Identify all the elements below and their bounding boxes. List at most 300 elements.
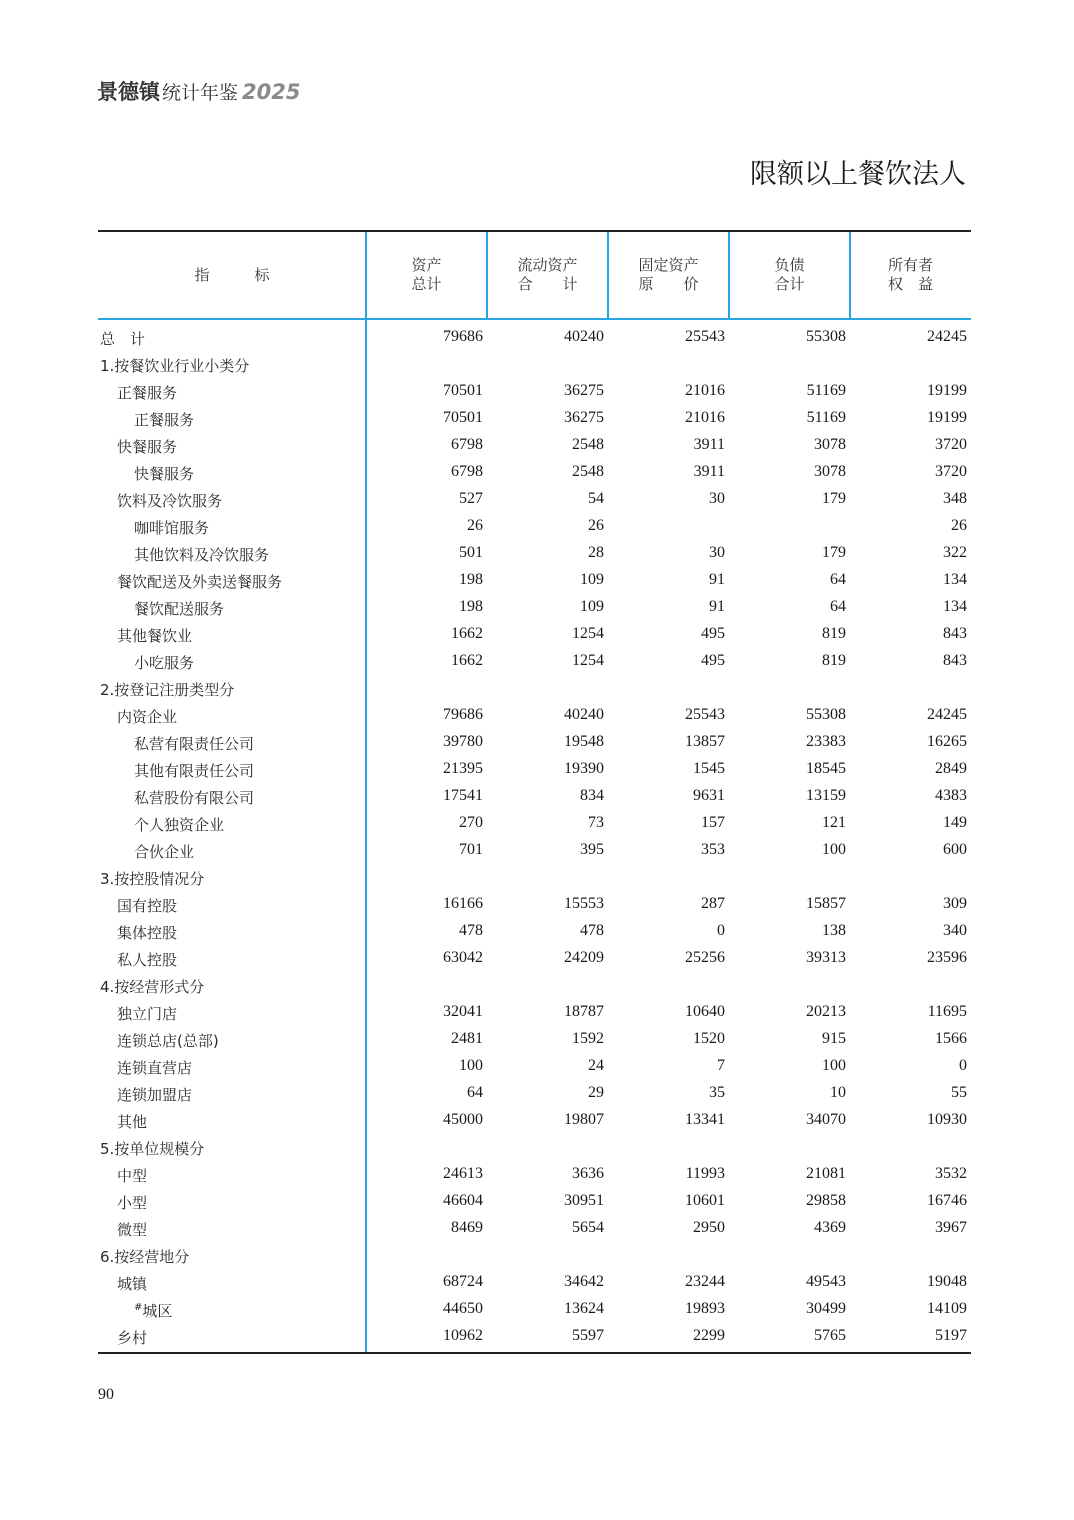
row-label-text: 小吃服务	[134, 654, 195, 672]
row-label	[100, 679, 234, 700]
cell-value: 2299	[693, 1327, 725, 1344]
row-label-text: 5.按单位规模分	[100, 1140, 205, 1158]
row-label	[134, 544, 269, 565]
row-mark: #	[134, 1302, 143, 1313]
row-label-text: 合伙企业	[134, 843, 195, 861]
table-body	[98, 320, 971, 1352]
column-header-line1: 资产	[411, 256, 442, 274]
cell-value: 198	[459, 598, 483, 615]
table-row	[98, 513, 971, 540]
cell-value: 25543	[685, 328, 725, 345]
row-label-text: 3.按控股情况分	[100, 870, 205, 888]
cell-value: 70501	[443, 382, 483, 399]
table-row	[98, 405, 971, 432]
table-row	[98, 567, 971, 594]
cell-value: 157	[701, 814, 725, 831]
cell-value: 395	[580, 841, 604, 858]
cell-value: 4369	[814, 1219, 846, 1236]
cell-value: 2548	[572, 436, 604, 453]
row-label-text: 正餐服务	[134, 411, 195, 429]
table-row	[98, 1107, 971, 1134]
row-label	[117, 1084, 192, 1105]
cell-value: 2481	[451, 1030, 483, 1047]
cell-value: 819	[822, 652, 846, 669]
cell-value: 18545	[806, 760, 846, 777]
cell-value: 3720	[935, 436, 967, 453]
cell-value: 36275	[564, 382, 604, 399]
row-label-text: 其他餐饮业	[117, 627, 193, 645]
cell-value: 3532	[935, 1165, 967, 1182]
cell-value: 34070	[806, 1111, 846, 1128]
row-label	[117, 1327, 147, 1348]
table-row	[98, 1188, 971, 1215]
cell-value: 179	[822, 544, 846, 561]
cell-value: 843	[943, 625, 967, 642]
row-label	[134, 841, 194, 862]
cell-value: 3720	[935, 463, 967, 480]
row-label-text: 私营股份有限公司	[134, 789, 255, 807]
cell-value: 2849	[935, 760, 967, 777]
row-label-text: 独立门店	[117, 1005, 178, 1023]
cell-value: 63042	[443, 949, 483, 966]
cell-value: 26	[588, 517, 604, 534]
cell-value: 10601	[685, 1192, 725, 1209]
row-label	[100, 868, 204, 889]
row-label-text: 私人控股	[117, 951, 178, 969]
cell-value: 36275	[564, 409, 604, 426]
cell-value: 29858	[806, 1192, 846, 1209]
row-label-text: 微型	[117, 1221, 148, 1239]
cell-value: 134	[943, 598, 967, 615]
table-row	[98, 729, 971, 756]
table-row	[98, 486, 971, 513]
column-header-line1: 指 标	[194, 265, 270, 284]
cell-value: 24	[588, 1057, 604, 1074]
cell-value: 39780	[443, 733, 483, 750]
column-header-line2: 权 益	[887, 275, 933, 293]
cell-value: 322	[943, 544, 967, 561]
row-label-text: 内资企业	[117, 708, 178, 726]
row-label-text: 城区	[142, 1302, 173, 1320]
cell-value: 64	[830, 598, 846, 615]
cell-value: 29	[588, 1084, 604, 1101]
running-head-brand: 景德镇	[97, 80, 160, 104]
page-title: 限额以上餐饮法人	[750, 159, 966, 190]
table-row	[98, 702, 971, 729]
running-head-year: 2025	[242, 80, 301, 104]
row-label-text: 其他	[117, 1113, 148, 1131]
table-row	[98, 945, 971, 972]
cell-value: 1566	[935, 1030, 967, 1047]
cell-value: 13159	[806, 787, 846, 804]
cell-value: 19199	[927, 382, 967, 399]
cell-value: 495	[701, 625, 725, 642]
row-label-text: 快餐服务	[117, 438, 178, 456]
cell-value: 30499	[806, 1300, 846, 1317]
row-label-text: 私营有限责任公司	[134, 735, 255, 753]
table-row	[98, 1026, 971, 1053]
row-label	[117, 1003, 177, 1024]
cell-value: 1592	[572, 1030, 604, 1047]
cell-value: 8469	[451, 1219, 483, 1236]
table-row	[98, 891, 971, 918]
running-head	[97, 76, 300, 104]
cell-value: 70501	[443, 409, 483, 426]
cell-value: 1662	[451, 652, 483, 669]
row-label	[117, 706, 177, 727]
row-label	[117, 382, 177, 403]
cell-value: 0	[959, 1057, 967, 1074]
cell-value: 64	[467, 1084, 483, 1101]
cell-value: 54	[588, 490, 604, 507]
cell-value: 0	[717, 922, 725, 939]
cell-value: 25256	[685, 949, 725, 966]
cell-value: 527	[459, 490, 483, 507]
cell-value: 10640	[685, 1003, 725, 1020]
cell-value: 23244	[685, 1273, 725, 1290]
cell-value: 5654	[572, 1219, 604, 1236]
row-label-text: 正餐服务	[117, 384, 178, 402]
cell-value: 3078	[814, 463, 846, 480]
cell-value: 18787	[564, 1003, 604, 1020]
row-label-text: 饮料及冷饮服务	[117, 492, 223, 510]
cell-value: 21081	[806, 1165, 846, 1182]
cell-value: 1545	[693, 760, 725, 777]
table-row	[98, 837, 971, 864]
column-header-line1: 固定资产	[638, 256, 699, 274]
cell-value: 13857	[685, 733, 725, 750]
cell-value: 30951	[564, 1192, 604, 1209]
table-row	[98, 675, 971, 702]
column-header	[729, 232, 850, 318]
table-header	[98, 232, 971, 320]
cell-value: 16166	[443, 895, 483, 912]
row-label	[100, 976, 204, 997]
cell-value: 100	[822, 1057, 846, 1074]
cell-value: 23383	[806, 733, 846, 750]
cell-value: 121	[822, 814, 846, 831]
row-label	[117, 895, 177, 916]
cell-value: 11993	[685, 1165, 725, 1182]
cell-value: 91	[709, 598, 725, 615]
table-row	[98, 918, 971, 945]
row-label-text: 2.按登记注册类型分	[100, 681, 235, 699]
row-label	[134, 652, 194, 673]
row-label	[134, 733, 254, 754]
cell-value: 91	[709, 571, 725, 588]
table-row	[98, 1161, 971, 1188]
page-number: 90	[98, 1386, 114, 1403]
cell-value: 915	[822, 1030, 846, 1047]
cell-value: 44650	[443, 1300, 483, 1317]
cell-value: 24613	[443, 1165, 483, 1182]
table-row	[98, 378, 971, 405]
row-label	[117, 949, 177, 970]
cell-value: 1662	[451, 625, 483, 642]
row-label-text: 6.按经营地分	[100, 1248, 190, 1266]
running-head-book: 统计年鉴	[162, 82, 239, 104]
table-row	[98, 1242, 971, 1269]
row-label-text: 小型	[117, 1194, 148, 1212]
row-label	[100, 328, 145, 349]
table-row	[98, 594, 971, 621]
cell-value: 3967	[935, 1219, 967, 1236]
cell-value: 46604	[443, 1192, 483, 1209]
column-header-line2: 原 价	[638, 275, 699, 293]
cell-value: 478	[580, 922, 604, 939]
cell-value: 109	[580, 598, 604, 615]
cell-value: 353	[701, 841, 725, 858]
cell-value: 6798	[451, 463, 483, 480]
row-label	[100, 1246, 189, 1267]
cell-value: 138	[822, 922, 846, 939]
cell-value: 10	[830, 1084, 846, 1101]
table-row	[98, 1134, 971, 1161]
table-row	[98, 810, 971, 837]
cell-value: 834	[580, 787, 604, 804]
cell-value: 819	[822, 625, 846, 642]
cell-value: 21016	[685, 409, 725, 426]
cell-value: 51169	[806, 382, 846, 399]
cell-value: 13624	[564, 1300, 604, 1317]
cell-value: 3911	[693, 436, 725, 453]
cell-value: 68724	[443, 1273, 483, 1290]
table-row	[98, 432, 971, 459]
table-row	[98, 459, 971, 486]
row-label	[117, 436, 177, 457]
row-label-text: 连锁加盟店	[117, 1086, 193, 1104]
header-indicator	[98, 232, 366, 318]
data-table	[98, 230, 971, 1354]
row-label	[117, 1165, 147, 1186]
cell-value: 19390	[564, 760, 604, 777]
table-row	[98, 324, 971, 351]
row-label-text: 连锁直营店	[117, 1059, 193, 1077]
cell-value: 109	[580, 571, 604, 588]
cell-value: 9631	[693, 787, 725, 804]
cell-value: 19893	[685, 1300, 725, 1317]
cell-value: 100	[822, 841, 846, 858]
table-row	[98, 1323, 971, 1350]
cell-value: 24245	[927, 706, 967, 723]
row-label	[117, 1273, 147, 1294]
row-label-text: 餐饮配送服务	[134, 600, 225, 618]
cell-value: 55	[951, 1084, 967, 1101]
cell-value: 11695	[927, 1003, 967, 1020]
row-label-text: 城镇	[117, 1275, 148, 1293]
cell-value: 495	[701, 652, 725, 669]
table-row	[98, 1080, 971, 1107]
row-label	[134, 598, 224, 619]
cell-value: 19807	[564, 1111, 604, 1128]
cell-value: 5765	[814, 1327, 846, 1344]
table-row	[98, 540, 971, 567]
row-label	[117, 625, 192, 646]
cell-value: 7	[717, 1057, 725, 1074]
table-row	[98, 1296, 971, 1323]
row-label	[100, 355, 249, 376]
cell-value: 198	[459, 571, 483, 588]
cell-value: 51169	[806, 409, 846, 426]
row-label	[117, 1057, 192, 1078]
column-divider	[607, 232, 609, 318]
table-row	[98, 783, 971, 810]
cell-value: 179	[822, 490, 846, 507]
cell-value: 79686	[443, 328, 483, 345]
row-label-text: 中型	[117, 1167, 148, 1185]
cell-value: 600	[943, 841, 967, 858]
cell-value: 24209	[564, 949, 604, 966]
row-label	[134, 463, 194, 484]
cell-value: 28	[588, 544, 604, 561]
column-header-line2: 总计	[411, 275, 442, 293]
row-label	[134, 814, 224, 835]
cell-value: 1520	[693, 1030, 725, 1047]
cell-value: 40240	[564, 328, 604, 345]
column-divider	[728, 232, 730, 318]
table-row	[98, 1269, 971, 1296]
row-label	[117, 1111, 147, 1132]
cell-value: 2950	[693, 1219, 725, 1236]
cell-value: 10930	[927, 1111, 967, 1128]
row-label-text: 个人独资企业	[134, 816, 225, 834]
cell-value: 4383	[935, 787, 967, 804]
row-label	[134, 517, 209, 538]
cell-value: 149	[943, 814, 967, 831]
cell-value: 134	[943, 571, 967, 588]
cell-value: 26	[467, 517, 483, 534]
row-label	[134, 1300, 172, 1321]
row-label-text: 国有控股	[117, 897, 178, 915]
table-row	[98, 1053, 971, 1080]
column-header	[366, 232, 487, 318]
row-label-text: 1.按餐饮业行业小类分	[100, 357, 250, 375]
cell-value: 20213	[806, 1003, 846, 1020]
column-header	[487, 232, 608, 318]
cell-value: 79686	[443, 706, 483, 723]
row-label	[117, 1030, 219, 1051]
cell-value: 340	[943, 922, 967, 939]
row-label	[117, 571, 282, 592]
cell-value: 49543	[806, 1273, 846, 1290]
cell-value: 35	[709, 1084, 725, 1101]
cell-value: 25543	[685, 706, 725, 723]
column-divider	[486, 232, 488, 318]
cell-value: 10962	[443, 1327, 483, 1344]
column-header-line1: 所有者	[887, 256, 933, 274]
cell-value: 478	[459, 922, 483, 939]
row-label-text: 餐饮配送及外卖送餐服务	[117, 573, 283, 591]
cell-value: 6798	[451, 436, 483, 453]
cell-value: 14109	[927, 1300, 967, 1317]
table-bottom-rule	[98, 1352, 971, 1354]
table-row	[98, 648, 971, 675]
cell-value: 1254	[572, 625, 604, 642]
cell-value: 19548	[564, 733, 604, 750]
row-label-text: 快餐服务	[134, 465, 195, 483]
cell-value: 100	[459, 1057, 483, 1074]
column-header-line1: 流动资产	[517, 256, 578, 274]
cell-value: 26	[951, 517, 967, 534]
row-label	[100, 1138, 204, 1159]
table-row	[98, 999, 971, 1026]
cell-value: 348	[943, 490, 967, 507]
column-divider	[365, 232, 367, 1352]
row-label-text: 集体控股	[117, 924, 178, 942]
cell-value: 15553	[564, 895, 604, 912]
cell-value: 501	[459, 544, 483, 561]
cell-value: 17541	[443, 787, 483, 804]
row-label-text: 4.按经营形式分	[100, 978, 205, 996]
table-row	[98, 1215, 971, 1242]
row-label-text: 其他有限责任公司	[134, 762, 255, 780]
cell-value: 55308	[806, 328, 846, 345]
row-label	[117, 490, 222, 511]
row-label	[117, 922, 177, 943]
cell-value: 55308	[806, 706, 846, 723]
table-row	[98, 351, 971, 378]
cell-value: 2548	[572, 463, 604, 480]
cell-value: 32041	[443, 1003, 483, 1020]
column-header-line2: 合 计	[517, 275, 578, 293]
row-label-text: 总 计	[100, 330, 146, 348]
table-row	[98, 756, 971, 783]
cell-value: 24245	[927, 328, 967, 345]
cell-value: 40240	[564, 706, 604, 723]
cell-value: 19048	[927, 1273, 967, 1290]
row-label	[117, 1192, 147, 1213]
cell-value: 701	[459, 841, 483, 858]
cell-value: 21016	[685, 382, 725, 399]
cell-value: 21395	[443, 760, 483, 777]
row-label	[134, 760, 254, 781]
cell-value: 3078	[814, 436, 846, 453]
table-row	[98, 621, 971, 648]
cell-value: 3636	[572, 1165, 604, 1182]
cell-value: 64	[830, 571, 846, 588]
cell-value: 1254	[572, 652, 604, 669]
cell-value: 16746	[927, 1192, 967, 1209]
table-row	[98, 864, 971, 891]
cell-value: 287	[701, 895, 725, 912]
column-header-line1: 负债	[774, 256, 805, 274]
column-header	[608, 232, 729, 318]
cell-value: 270	[459, 814, 483, 831]
column-header	[850, 232, 971, 318]
cell-value: 15857	[806, 895, 846, 912]
row-label-text: 连锁总店(总部)	[117, 1032, 219, 1050]
row-label-text: 其他饮料及冷饮服务	[134, 546, 270, 564]
cell-value: 13341	[685, 1111, 725, 1128]
cell-value: 30	[709, 544, 725, 561]
row-label	[117, 1219, 147, 1240]
cell-value: 19199	[927, 409, 967, 426]
column-header-line2: 合计	[774, 275, 805, 293]
cell-value: 73	[588, 814, 604, 831]
cell-value: 5597	[572, 1327, 604, 1344]
cell-value: 23596	[927, 949, 967, 966]
table-row	[98, 972, 971, 999]
cell-value: 309	[943, 895, 967, 912]
row-label	[134, 787, 254, 808]
row-label-text: 乡村	[117, 1329, 148, 1347]
cell-value: 30	[709, 490, 725, 507]
cell-value: 34642	[564, 1273, 604, 1290]
cell-value: 5197	[935, 1327, 967, 1344]
column-divider	[849, 232, 851, 318]
cell-value: 45000	[443, 1111, 483, 1128]
cell-value: 39313	[806, 949, 846, 966]
